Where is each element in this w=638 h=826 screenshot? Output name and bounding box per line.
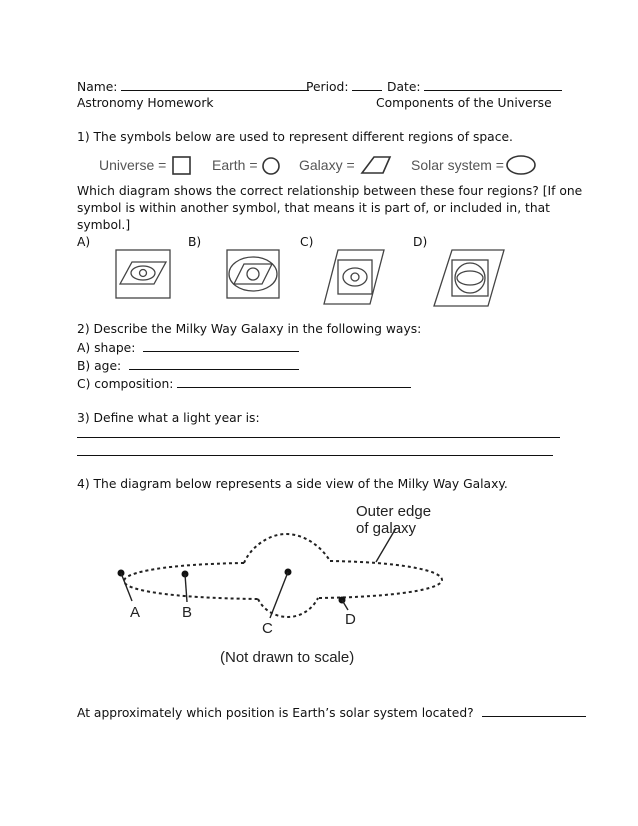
composition-label: C) composition: (77, 377, 174, 391)
name-field[interactable] (121, 79, 309, 91)
legend-galaxy-label: Galaxy = (299, 157, 355, 173)
option-c-diagram[interactable] (322, 248, 386, 306)
earth-circle-icon (261, 156, 281, 176)
legend-solar-system-label: Solar system = (411, 157, 504, 173)
option-d-label[interactable]: D) (413, 235, 428, 249)
age-label: B) age: (77, 359, 122, 373)
option-c-label[interactable]: C) (300, 235, 314, 249)
course-title: Astronomy Homework (77, 96, 214, 110)
q2-age-row (77, 358, 299, 374)
shape-label: A) shape: (77, 341, 136, 355)
outer-edge-caption-line2: of galaxy (356, 520, 417, 537)
q2-prompt: 2) Describe the Milky Way Galaxy in the following ways: (77, 322, 422, 336)
q2-shape-row (77, 340, 299, 356)
label-c: C (262, 620, 273, 637)
label-a: A (130, 604, 141, 621)
q4-answer-field[interactable] (482, 705, 586, 717)
q4-prompt: 4) The diagram below represents a side view of the Milky Way Galaxy. (77, 477, 508, 491)
q1-prompt: 1) The symbols below are used to represent different regions of space. (77, 130, 513, 144)
galaxy-bulge-bottom-outline (258, 598, 318, 617)
outer-edge-caption (356, 503, 431, 537)
universe-square-icon (172, 156, 192, 176)
topic-title: Components of the Universe (376, 96, 552, 110)
option-b-label[interactable]: B) (188, 235, 202, 249)
outer-edge-caption-line1: Outer edge (356, 503, 432, 520)
name-label: Name: (77, 80, 118, 94)
shape-field[interactable] (143, 340, 299, 352)
composition-field[interactable] (177, 376, 411, 388)
date-field[interactable] (424, 79, 562, 91)
option-a-diagram[interactable] (114, 248, 174, 300)
q4-question: At approximately which position is Earth’s solar system located? (77, 706, 474, 720)
age-field[interactable] (129, 358, 299, 370)
galaxy-parallelogram-icon (361, 155, 391, 175)
q3-prompt: 3) Define what a light year is: (77, 411, 260, 425)
period-label: Period: (306, 80, 349, 94)
label-b: B (182, 604, 193, 621)
q3-answer-line-1[interactable] (77, 437, 560, 438)
galaxy-bulge-top-outline (244, 534, 330, 563)
option-b-diagram[interactable] (225, 248, 285, 300)
not-to-scale-note: (Not drawn to scale) (220, 649, 355, 666)
q3-answer-line-2[interactable] (77, 455, 553, 456)
label-d: D (345, 611, 356, 628)
galaxy-disk-left-outline (124, 563, 258, 599)
legend-universe-label: Universe = (99, 157, 167, 173)
date-label: Date: (387, 80, 421, 94)
q1-question-line3: symbol.] (77, 218, 131, 232)
q2-composition-row (77, 376, 411, 392)
galaxy-disk-right-outline (318, 561, 442, 598)
option-d-diagram[interactable] (432, 248, 506, 308)
q4-question-row (77, 705, 586, 721)
q1-question-line1: Which diagram shows the correct relationship between these four regions? [If one (77, 184, 583, 198)
q1-question-line2: symbol is within another symbol, that means it is part of, or included in, that (77, 201, 550, 215)
date-row (387, 79, 562, 95)
solar-system-ellipse-icon (505, 154, 537, 176)
name-row (77, 79, 309, 95)
option-a-label[interactable]: A) (77, 235, 91, 249)
period-field[interactable] (352, 79, 382, 91)
period-row (306, 79, 382, 95)
legend-earth-label: Earth = (212, 157, 258, 173)
